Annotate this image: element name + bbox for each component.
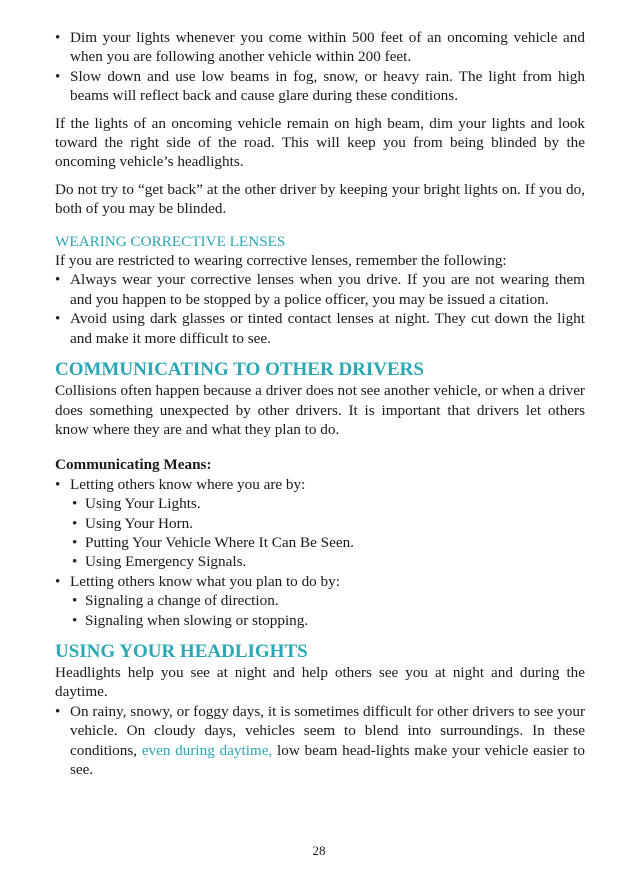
paragraph-headlights: Headlights help you see at night and help others see you at night and during the daytime.	[55, 663, 585, 701]
heading-corrective-lenses: WEARING CORRECTIVE LENSES	[55, 232, 286, 250]
list-item	[55, 572, 585, 630]
lights-bullet-list	[55, 28, 585, 106]
label-communicating-means: Communicating Means:	[55, 456, 212, 474]
lenses-bullet-list	[55, 270, 585, 348]
list-item: • Slow down and use low beams in fog, snow, or heavy rain. The light from high beams will reflect back and cause glare during these conditions.	[55, 67, 585, 106]
highlight-text: even during daytime,	[141, 741, 273, 759]
sub-list-where	[70, 494, 585, 572]
paragraph-oncoming-high-beam: If the lights of an oncoming vehicle remain on high beam, dim your lights and look toward the right side of the road. This will keep you from being blinded by the oncoming vehicle’s headlights.	[55, 114, 585, 171]
heading-headlights: USING YOUR HEADLIGHTS	[55, 640, 308, 662]
sub-list-item: • Using Emergency Signals.	[70, 552, 585, 571]
paragraph-communicating: Collisions often happen because a driver does not see another vehicle, or when a driver does something unexpected by other drivers. It is important that drivers let others know where they are and what they plan to do.	[55, 382, 585, 438]
list-item: • Always wear your corrective lenses when you drive. If you are not wearing them and you happen to be stopped by a police officer, you may be issued a citation.	[55, 270, 585, 309]
sub-list-item: • Signaling a change of direction.	[70, 591, 585, 610]
sub-list-item: • Signaling when slowing or stopping.	[70, 611, 585, 630]
list-item: • Avoid using dark glasses or tinted contact lenses at night. They cut down the light and make it more difficult to see.	[55, 309, 585, 348]
sub-list-item: • Using Your Lights.	[70, 494, 585, 513]
list-item: • Dim your lights whenever you come within 500 feet of an oncoming vehicle and when you are following another vehicle within 200 feet.	[55, 28, 585, 67]
sub-list-item: • Putting Your Vehicle Where It Can Be Seen.	[70, 533, 585, 552]
heading-communicating: COMMUNICATING TO OTHER DRIVERS	[55, 359, 424, 381]
bullet-text-before: On rainy, snowy, or foggy days, it is sometimes difficult for other drivers to see your vehicle. On cloudy days, vehicles seem to blend into surroundings. In these conditions,	[70, 702, 585, 759]
sub-list-plan	[70, 591, 585, 630]
list-item	[55, 475, 585, 572]
page-number: 28	[312, 843, 326, 858]
paragraph-get-back: Do not try to “get back” at the other driver by keeping your bright lights on. If you do, both of you may be blinded.	[55, 180, 585, 218]
headlights-bullet-list	[55, 702, 585, 780]
paragraph-lenses-intro: If you are restricted to wearing corrective lenses, remember the following:	[55, 252, 507, 270]
communicating-means-list	[55, 475, 585, 630]
list-item	[55, 702, 585, 780]
document-page	[55, 28, 585, 779]
group-label-where: Letting others know where you are by:	[70, 475, 306, 493]
bullet-text-after: low beam head-lights make your vehicle easier to see.	[70, 741, 585, 778]
group-label-plan: Letting others know what you plan to do by:	[70, 572, 340, 590]
sub-list-item: • Using Your Horn.	[70, 514, 585, 533]
